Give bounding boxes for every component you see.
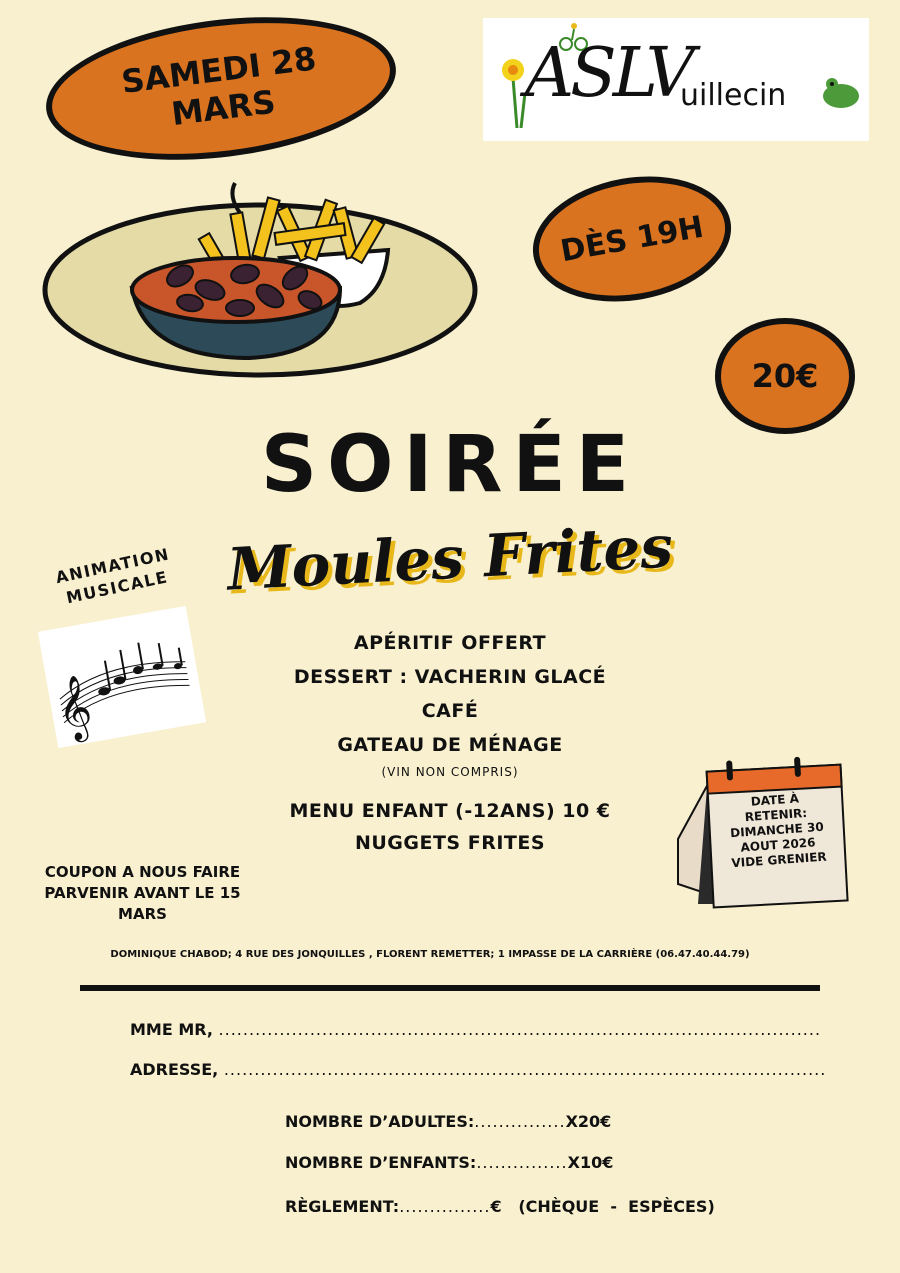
form-adults-label: NOMBRE D’ADULTES: <box>285 1112 475 1131</box>
form-name-row <box>130 1020 821 1039</box>
menu-nuggets: NUGGETS FRITES <box>354 832 546 854</box>
svg-text:𝄞: 𝄞 <box>52 673 97 744</box>
music-image <box>38 606 206 748</box>
time-text: DÈS 19H <box>557 209 707 269</box>
form-children-row <box>285 1153 613 1172</box>
form-name-field[interactable]: ................................................................................................... <box>218 1020 822 1039</box>
form-payment-field[interactable]: ............... <box>399 1197 491 1216</box>
menu-dessert: DESSERT : VACHERIN GLACÉ <box>293 666 607 688</box>
form-address-row <box>130 1060 826 1079</box>
form-adults-price: X20€ <box>565 1112 612 1131</box>
date-text: SAMEDI 28 MARS <box>119 38 319 133</box>
form-address-label: ADRESSE, <box>130 1060 219 1079</box>
price-badge <box>715 318 855 434</box>
form-children-field[interactable]: ............... <box>476 1153 568 1172</box>
menu-enfant: MENU ENFANT (-12ANS) 10 € <box>289 800 611 822</box>
logo-text: ASLV <box>525 34 691 113</box>
menu-aperitif: APÉRITIF OFFERT <box>353 632 547 654</box>
coupon-divider <box>80 985 820 991</box>
menu-vin-note: (VIN NON COMPRIS) <box>381 765 519 779</box>
form-name-label: MME MR, <box>130 1020 213 1039</box>
frog-icon <box>819 74 863 110</box>
coupon-note: COUPON A NOUS FAIRE PARVENIR AVANT LE 15 MARS <box>44 863 241 923</box>
form-payment-row <box>285 1197 715 1216</box>
calendar-text: DATE À RETENIR: DIMANCHE 30 AOUT 2026 VIDE GRENIER <box>729 791 828 871</box>
form-address-field[interactable]: ................................................................................................... <box>223 1060 827 1079</box>
form-payment-suffix: € (CHÈQUE - ESPÈCES) <box>490 1197 715 1216</box>
form-children-label: NOMBRE D’ENFANTS: <box>285 1153 477 1172</box>
form-children-price: X10€ <box>567 1153 614 1172</box>
price-text: 20€ <box>751 357 819 395</box>
time-badge <box>523 162 741 317</box>
date-badge <box>38 0 404 178</box>
menu-gateau: GATEAU DE MÉNAGE <box>337 734 563 756</box>
moules-frites-illustration <box>40 178 485 383</box>
page-subtitle: Moules Frites <box>225 512 675 604</box>
page-title: SOIRÉE <box>260 420 640 510</box>
music-notes-icon <box>38 606 206 748</box>
form-payment-label: RÈGLEMENT: <box>285 1197 400 1216</box>
animation-label: ANIMATION MUSICALE <box>53 544 172 608</box>
logo-subtext: uillecin <box>680 78 787 113</box>
form-adults-field[interactable]: ............... <box>474 1112 566 1131</box>
menu-cafe: CAFÉ <box>421 700 479 722</box>
form-adults-row <box>285 1112 611 1131</box>
contact-info: DOMINIQUE CHABOD; 4 RUE DES JONQUILLES , FLORENT REMETTER; 1 IMPASSE DE LA CARRIÈRE (06.47.40.44.79) <box>110 949 750 960</box>
